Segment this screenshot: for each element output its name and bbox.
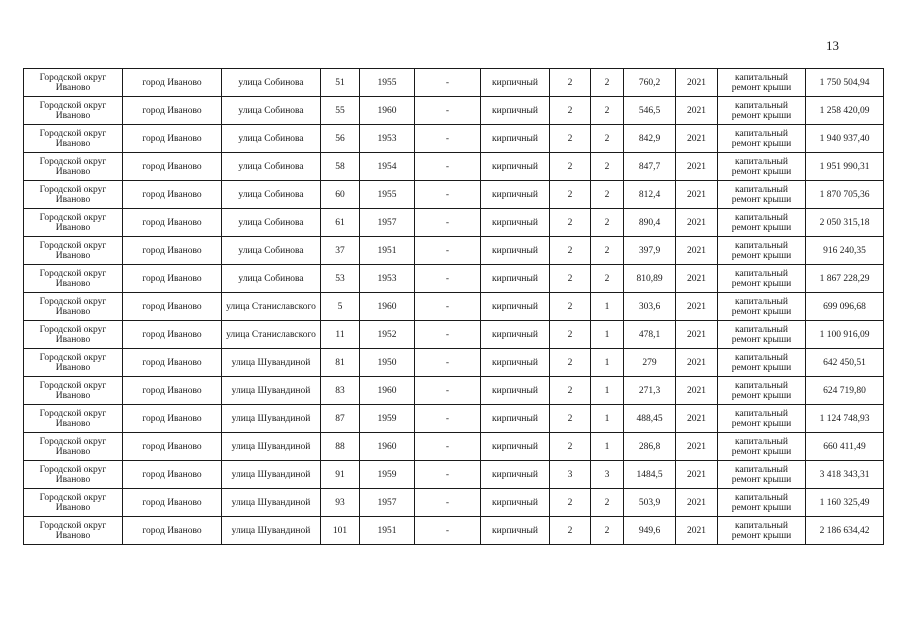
planned-year-cell: 2021 (676, 321, 718, 349)
wall-material-cell: кирпичный (481, 265, 550, 293)
cost-cell: 1 951 990,31 (806, 153, 884, 181)
build-year-cell: 1953 (360, 125, 415, 153)
house-number-cell: 55 (321, 97, 360, 125)
planned-year-cell: 2021 (676, 489, 718, 517)
settlement-cell: город Иваново (123, 265, 222, 293)
area-cell: 760,2 (624, 69, 676, 97)
entrances-cell: 2 (591, 237, 624, 265)
floors-cell: 2 (550, 181, 591, 209)
house-number-cell: 91 (321, 461, 360, 489)
floors-cell: 2 (550, 405, 591, 433)
municipality-cell: Городской округ Иваново (24, 125, 123, 153)
table-row (24, 209, 884, 237)
street-cell: улица Станиславского (222, 321, 321, 349)
reconstruction-year-cell: - (415, 237, 481, 265)
street-cell: улица Шувандиной (222, 433, 321, 461)
wall-material-cell: кирпичный (481, 377, 550, 405)
planned-year-cell: 2021 (676, 153, 718, 181)
build-year-cell: 1955 (360, 69, 415, 97)
street-cell: улица Шувандиной (222, 517, 321, 545)
floors-cell: 2 (550, 237, 591, 265)
reconstruction-year-cell: - (415, 125, 481, 153)
work-type-cell: капитальный ремонт крыши (718, 517, 806, 545)
floors-cell: 2 (550, 97, 591, 125)
house-number-cell: 81 (321, 349, 360, 377)
settlement-cell: город Иваново (123, 433, 222, 461)
area-cell: 488,45 (624, 405, 676, 433)
entrances-cell: 2 (591, 181, 624, 209)
street-cell: улица Собинова (222, 153, 321, 181)
floors-cell: 2 (550, 153, 591, 181)
floors-cell: 2 (550, 489, 591, 517)
table-row (24, 153, 884, 181)
settlement-cell: город Иваново (123, 489, 222, 517)
municipality-cell: Городской округ Иваново (24, 349, 123, 377)
street-cell: улица Собинова (222, 209, 321, 237)
area-cell: 397,9 (624, 237, 676, 265)
cost-cell: 916 240,35 (806, 237, 884, 265)
reconstruction-year-cell: - (415, 97, 481, 125)
municipality-cell: Городской округ Иваново (24, 377, 123, 405)
build-year-cell: 1959 (360, 461, 415, 489)
entrances-cell: 3 (591, 461, 624, 489)
work-type-cell: капитальный ремонт крыши (718, 209, 806, 237)
municipality-cell: Городской округ Иваново (24, 265, 123, 293)
house-number-cell: 60 (321, 181, 360, 209)
house-number-cell: 101 (321, 517, 360, 545)
street-cell: улица Шувандиной (222, 461, 321, 489)
entrances-cell: 2 (591, 517, 624, 545)
entrances-cell: 1 (591, 321, 624, 349)
entrances-cell: 2 (591, 489, 624, 517)
reconstruction-year-cell: - (415, 209, 481, 237)
build-year-cell: 1951 (360, 517, 415, 545)
work-type-cell: капитальный ремонт крыши (718, 321, 806, 349)
floors-cell: 2 (550, 377, 591, 405)
planned-year-cell: 2021 (676, 461, 718, 489)
house-number-cell: 58 (321, 153, 360, 181)
entrances-cell: 2 (591, 265, 624, 293)
floors-cell: 2 (550, 293, 591, 321)
municipality-cell: Городской округ Иваново (24, 461, 123, 489)
housing-registry-table (23, 68, 884, 545)
house-number-cell: 5 (321, 293, 360, 321)
cost-cell: 2 186 634,42 (806, 517, 884, 545)
settlement-cell: город Иваново (123, 293, 222, 321)
cost-cell: 1 124 748,93 (806, 405, 884, 433)
reconstruction-year-cell: - (415, 405, 481, 433)
work-type-cell: капитальный ремонт крыши (718, 181, 806, 209)
table-row (24, 265, 884, 293)
cost-cell: 1 258 420,09 (806, 97, 884, 125)
reconstruction-year-cell: - (415, 69, 481, 97)
build-year-cell: 1959 (360, 405, 415, 433)
planned-year-cell: 2021 (676, 265, 718, 293)
house-number-cell: 53 (321, 265, 360, 293)
build-year-cell: 1951 (360, 237, 415, 265)
cost-cell: 1 940 937,40 (806, 125, 884, 153)
street-cell: улица Шувандиной (222, 377, 321, 405)
floors-cell: 2 (550, 433, 591, 461)
entrances-cell: 2 (591, 97, 624, 125)
build-year-cell: 1955 (360, 181, 415, 209)
wall-material-cell: кирпичный (481, 489, 550, 517)
work-type-cell: капитальный ремонт крыши (718, 293, 806, 321)
table-row (24, 517, 884, 545)
planned-year-cell: 2021 (676, 237, 718, 265)
table-row (24, 433, 884, 461)
wall-material-cell: кирпичный (481, 69, 550, 97)
cost-cell: 624 719,80 (806, 377, 884, 405)
entrances-cell: 2 (591, 69, 624, 97)
floors-cell: 2 (550, 125, 591, 153)
area-cell: 303,6 (624, 293, 676, 321)
street-cell: улица Шувандиной (222, 489, 321, 517)
area-cell: 478,1 (624, 321, 676, 349)
cost-cell: 642 450,51 (806, 349, 884, 377)
cost-cell: 3 418 343,31 (806, 461, 884, 489)
table-row (24, 293, 884, 321)
planned-year-cell: 2021 (676, 517, 718, 545)
area-cell: 1484,5 (624, 461, 676, 489)
floors-cell: 2 (550, 517, 591, 545)
reconstruction-year-cell: - (415, 517, 481, 545)
entrances-cell: 1 (591, 349, 624, 377)
page-number: 13 (826, 38, 839, 53)
work-type-cell: капитальный ремонт крыши (718, 405, 806, 433)
settlement-cell: город Иваново (123, 181, 222, 209)
table-row (24, 377, 884, 405)
cost-cell: 1 750 504,94 (806, 69, 884, 97)
municipality-cell: Городской округ Иваново (24, 405, 123, 433)
municipality-cell: Городской округ Иваново (24, 517, 123, 545)
table-row (24, 405, 884, 433)
area-cell: 271,3 (624, 377, 676, 405)
settlement-cell: город Иваново (123, 321, 222, 349)
table-row (24, 237, 884, 265)
entrances-cell: 2 (591, 153, 624, 181)
wall-material-cell: кирпичный (481, 405, 550, 433)
build-year-cell: 1960 (360, 97, 415, 125)
wall-material-cell: кирпичный (481, 349, 550, 377)
work-type-cell: капитальный ремонт крыши (718, 125, 806, 153)
reconstruction-year-cell: - (415, 349, 481, 377)
entrances-cell: 1 (591, 433, 624, 461)
reconstruction-year-cell: - (415, 433, 481, 461)
wall-material-cell: кирпичный (481, 237, 550, 265)
build-year-cell: 1953 (360, 265, 415, 293)
reconstruction-year-cell: - (415, 461, 481, 489)
area-cell: 279 (624, 349, 676, 377)
floors-cell: 2 (550, 209, 591, 237)
area-cell: 890,4 (624, 209, 676, 237)
settlement-cell: город Иваново (123, 209, 222, 237)
cost-cell: 2 050 315,18 (806, 209, 884, 237)
build-year-cell: 1957 (360, 209, 415, 237)
planned-year-cell: 2021 (676, 69, 718, 97)
entrances-cell: 1 (591, 293, 624, 321)
build-year-cell: 1957 (360, 489, 415, 517)
settlement-cell: город Иваново (123, 377, 222, 405)
planned-year-cell: 2021 (676, 349, 718, 377)
wall-material-cell: кирпичный (481, 125, 550, 153)
reconstruction-year-cell: - (415, 153, 481, 181)
table-row (24, 125, 884, 153)
floors-cell: 2 (550, 69, 591, 97)
planned-year-cell: 2021 (676, 405, 718, 433)
table-row (24, 181, 884, 209)
floors-cell: 2 (550, 349, 591, 377)
table-row (24, 97, 884, 125)
house-number-cell: 56 (321, 125, 360, 153)
area-cell: 949,6 (624, 517, 676, 545)
wall-material-cell: кирпичный (481, 321, 550, 349)
planned-year-cell: 2021 (676, 181, 718, 209)
house-number-cell: 87 (321, 405, 360, 433)
wall-material-cell: кирпичный (481, 153, 550, 181)
reconstruction-year-cell: - (415, 181, 481, 209)
house-number-cell: 83 (321, 377, 360, 405)
municipality-cell: Городской округ Иваново (24, 209, 123, 237)
cost-cell: 1 100 916,09 (806, 321, 884, 349)
planned-year-cell: 2021 (676, 97, 718, 125)
settlement-cell: город Иваново (123, 461, 222, 489)
settlement-cell: город Иваново (123, 237, 222, 265)
street-cell: улица Собинова (222, 181, 321, 209)
municipality-cell: Городской округ Иваново (24, 97, 123, 125)
area-cell: 810,89 (624, 265, 676, 293)
area-cell: 286,8 (624, 433, 676, 461)
wall-material-cell: кирпичный (481, 97, 550, 125)
build-year-cell: 1960 (360, 433, 415, 461)
entrances-cell: 1 (591, 405, 624, 433)
planned-year-cell: 2021 (676, 293, 718, 321)
table-row (24, 349, 884, 377)
reconstruction-year-cell: - (415, 377, 481, 405)
wall-material-cell: кирпичный (481, 181, 550, 209)
settlement-cell: город Иваново (123, 125, 222, 153)
work-type-cell: капитальный ремонт крыши (718, 237, 806, 265)
street-cell: улица Собинова (222, 125, 321, 153)
settlement-cell: город Иваново (123, 153, 222, 181)
street-cell: улица Собинова (222, 69, 321, 97)
municipality-cell: Городской округ Иваново (24, 433, 123, 461)
build-year-cell: 1960 (360, 377, 415, 405)
municipality-cell: Городской округ Иваново (24, 321, 123, 349)
municipality-cell: Городской округ Иваново (24, 489, 123, 517)
settlement-cell: город Иваново (123, 517, 222, 545)
street-cell: улица Собинова (222, 265, 321, 293)
planned-year-cell: 2021 (676, 209, 718, 237)
work-type-cell: капитальный ремонт крыши (718, 69, 806, 97)
work-type-cell: капитальный ремонт крыши (718, 377, 806, 405)
wall-material-cell: кирпичный (481, 209, 550, 237)
wall-material-cell: кирпичный (481, 517, 550, 545)
settlement-cell: город Иваново (123, 349, 222, 377)
entrances-cell: 2 (591, 209, 624, 237)
work-type-cell: капитальный ремонт крыши (718, 433, 806, 461)
floors-cell: 2 (550, 265, 591, 293)
work-type-cell: капитальный ремонт крыши (718, 349, 806, 377)
house-number-cell: 37 (321, 237, 360, 265)
house-number-cell: 11 (321, 321, 360, 349)
cost-cell: 1 160 325,49 (806, 489, 884, 517)
municipality-cell: Городской округ Иваново (24, 293, 123, 321)
municipality-cell: Городской округ Иваново (24, 237, 123, 265)
cost-cell: 699 096,68 (806, 293, 884, 321)
reconstruction-year-cell: - (415, 489, 481, 517)
entrances-cell: 2 (591, 125, 624, 153)
street-cell: улица Собинова (222, 97, 321, 125)
table-row (24, 69, 884, 97)
table-body (24, 69, 884, 545)
street-cell: улица Шувандиной (222, 405, 321, 433)
area-cell: 847,7 (624, 153, 676, 181)
municipality-cell: Городской округ Иваново (24, 153, 123, 181)
build-year-cell: 1960 (360, 293, 415, 321)
area-cell: 842,9 (624, 125, 676, 153)
cost-cell: 660 411,49 (806, 433, 884, 461)
entrances-cell: 1 (591, 377, 624, 405)
street-cell: улица Шувандиной (222, 349, 321, 377)
house-number-cell: 93 (321, 489, 360, 517)
reconstruction-year-cell: - (415, 321, 481, 349)
floors-cell: 2 (550, 321, 591, 349)
settlement-cell: город Иваново (123, 97, 222, 125)
reconstruction-year-cell: - (415, 293, 481, 321)
build-year-cell: 1952 (360, 321, 415, 349)
street-cell: улица Собинова (222, 237, 321, 265)
settlement-cell: город Иваново (123, 69, 222, 97)
build-year-cell: 1954 (360, 153, 415, 181)
municipality-cell: Городской округ Иваново (24, 181, 123, 209)
cost-cell: 1 867 228,29 (806, 265, 884, 293)
wall-material-cell: кирпичный (481, 461, 550, 489)
wall-material-cell: кирпичный (481, 433, 550, 461)
cost-cell: 1 870 705,36 (806, 181, 884, 209)
work-type-cell: капитальный ремонт крыши (718, 153, 806, 181)
planned-year-cell: 2021 (676, 433, 718, 461)
work-type-cell: капитальный ремонт крыши (718, 265, 806, 293)
table-row (24, 489, 884, 517)
work-type-cell: капитальный ремонт крыши (718, 97, 806, 125)
build-year-cell: 1950 (360, 349, 415, 377)
table-row (24, 321, 884, 349)
work-type-cell: капитальный ремонт крыши (718, 461, 806, 489)
table-row (24, 461, 884, 489)
house-number-cell: 51 (321, 69, 360, 97)
street-cell: улица Станиславского (222, 293, 321, 321)
area-cell: 503,9 (624, 489, 676, 517)
municipality-cell: Городской округ Иваново (24, 69, 123, 97)
work-type-cell: капитальный ремонт крыши (718, 489, 806, 517)
area-cell: 812,4 (624, 181, 676, 209)
floors-cell: 3 (550, 461, 591, 489)
area-cell: 546,5 (624, 97, 676, 125)
house-number-cell: 88 (321, 433, 360, 461)
planned-year-cell: 2021 (676, 125, 718, 153)
house-number-cell: 61 (321, 209, 360, 237)
planned-year-cell: 2021 (676, 377, 718, 405)
reconstruction-year-cell: - (415, 265, 481, 293)
wall-material-cell: кирпичный (481, 293, 550, 321)
settlement-cell: город Иваново (123, 405, 222, 433)
